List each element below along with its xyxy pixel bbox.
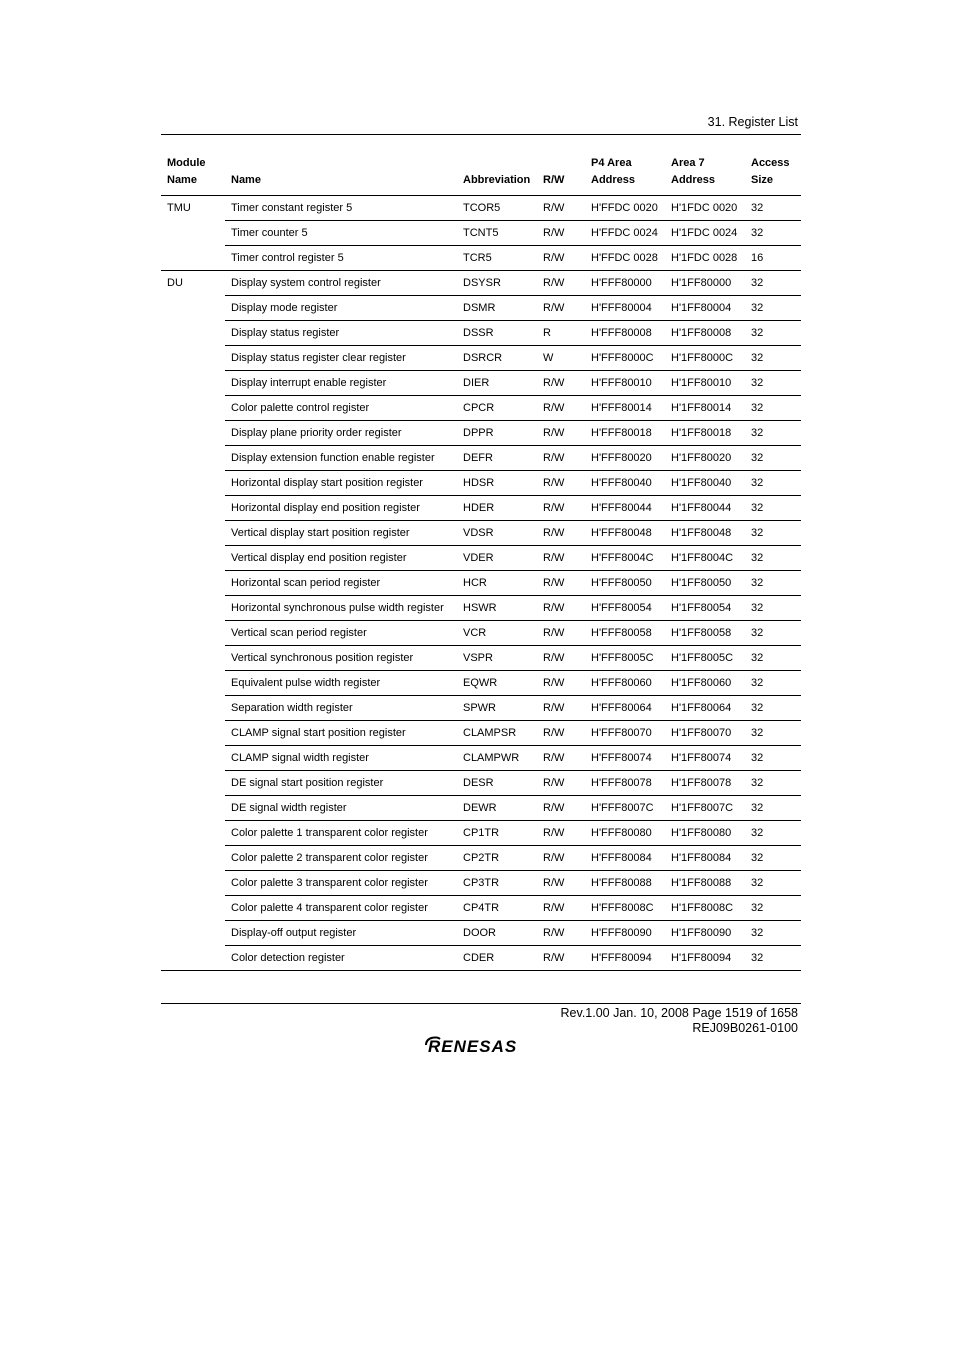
cell-name: Horizontal scan period register (225, 571, 457, 596)
cell-area7-address: H'1FDC 0024 (665, 221, 745, 246)
cell-abbreviation: DSMR (457, 296, 537, 321)
cell-p4-address: H'FFF80080 (585, 821, 665, 846)
cell-area7-address: H'1FF8005C (665, 646, 745, 671)
cell-name: Vertical display end position register (225, 546, 457, 571)
table-row (161, 746, 801, 771)
cell-access-size: 32 (745, 671, 801, 696)
table-row (161, 871, 801, 896)
cell-area7-address: H'1FF80014 (665, 396, 745, 421)
cell-rw: R/W (537, 896, 585, 921)
table-row (161, 896, 801, 921)
running-header: 31. Register List (707, 115, 798, 129)
cell-p4-address: H'FFDC 0020 (585, 196, 665, 221)
cell-area7-address: H'1FF80050 (665, 571, 745, 596)
cell-access-size: 32 (745, 796, 801, 821)
cell-rw: R/W (537, 621, 585, 646)
cell-abbreviation: CLAMPWR (457, 746, 537, 771)
renesas-logo-graphic (423, 1034, 541, 1056)
cell-name: Equivalent pulse width register (225, 671, 457, 696)
table-row (161, 421, 801, 446)
cell-access-size: 32 (745, 471, 801, 496)
cell-access-size: 32 (745, 296, 801, 321)
cell-rw: R/W (537, 471, 585, 496)
table-row (161, 796, 801, 821)
svg-text:RENESAS: RENESAS (428, 1037, 518, 1056)
cell-name: Timer constant register 5 (225, 196, 457, 221)
cell-p4-address: H'FFF80094 (585, 946, 665, 971)
cell-access-size: 32 (745, 721, 801, 746)
table-row (161, 696, 801, 721)
cell-area7-address: H'1FF80074 (665, 746, 745, 771)
cell-name: Horizontal synchronous pulse width register (225, 596, 457, 621)
cell-name: Display status register (225, 321, 457, 346)
cell-access-size: 32 (745, 696, 801, 721)
cell-p4-address: H'FFF80058 (585, 621, 665, 646)
cell-area7-address: H'1FF80040 (665, 471, 745, 496)
cell-access-size: 32 (745, 746, 801, 771)
col-header-p4-address: P4 Area Address (585, 155, 665, 196)
table-row (161, 496, 801, 521)
cell-access-size: 32 (745, 196, 801, 221)
cell-area7-address: H'1FF80048 (665, 521, 745, 546)
cell-abbreviation: VDSR (457, 521, 537, 546)
cell-name: Horizontal display start position register (225, 471, 457, 496)
cell-p4-address: H'FFF80014 (585, 396, 665, 421)
cell-rw: R/W (537, 596, 585, 621)
cell-name: Color palette control register (225, 396, 457, 421)
cell-abbreviation: DESR (457, 771, 537, 796)
cell-rw: R/W (537, 521, 585, 546)
cell-access-size: 32 (745, 921, 801, 946)
cell-p4-address: H'FFF8000C (585, 346, 665, 371)
cell-area7-address: H'1FF8000C (665, 346, 745, 371)
cell-p4-address: H'FFF80040 (585, 471, 665, 496)
cell-rw: R/W (537, 396, 585, 421)
cell-abbreviation: CPCR (457, 396, 537, 421)
cell-rw: R/W (537, 546, 585, 571)
table-row (161, 196, 801, 221)
cell-access-size: 32 (745, 821, 801, 846)
cell-abbreviation: TCNT5 (457, 221, 537, 246)
cell-access-size: 32 (745, 896, 801, 921)
cell-area7-address: H'1FDC 0028 (665, 246, 745, 271)
table-row (161, 921, 801, 946)
col-header-area7-address: Area 7 Address (665, 155, 745, 196)
cell-access-size: 32 (745, 946, 801, 971)
cell-name: Vertical scan period register (225, 621, 457, 646)
footer-rule (161, 1003, 801, 1004)
table-row (161, 371, 801, 396)
cell-access-size: 32 (745, 846, 801, 871)
cell-area7-address: H'1FF8007C (665, 796, 745, 821)
cell-abbreviation: CLAMPSR (457, 721, 537, 746)
table-row (161, 521, 801, 546)
cell-name: Horizontal display end position register (225, 496, 457, 521)
cell-p4-address: H'FFF80064 (585, 696, 665, 721)
cell-name: DE signal width register (225, 796, 457, 821)
table-row (161, 821, 801, 846)
cell-name: Color palette 2 transparent color register (225, 846, 457, 871)
cell-area7-address: H'1FDC 0020 (665, 196, 745, 221)
cell-rw: R/W (537, 446, 585, 471)
cell-abbreviation: DIER (457, 371, 537, 396)
cell-name: Timer control register 5 (225, 246, 457, 271)
cell-access-size: 32 (745, 521, 801, 546)
cell-name: CLAMP signal start position register (225, 721, 457, 746)
cell-abbreviation: DEFR (457, 446, 537, 471)
cell-area7-address: H'1FF80044 (665, 496, 745, 521)
cell-access-size: 32 (745, 371, 801, 396)
cell-p4-address: H'FFF80084 (585, 846, 665, 871)
table-row (161, 446, 801, 471)
col-header-access-size: Access Size (745, 155, 801, 196)
cell-p4-address: H'FFF80048 (585, 521, 665, 546)
cell-p4-address: H'FFF8007C (585, 796, 665, 821)
table-row (161, 296, 801, 321)
cell-rw: R/W (537, 371, 585, 396)
cell-p4-address: H'FFF80060 (585, 671, 665, 696)
table-row (161, 246, 801, 271)
cell-abbreviation: DEWR (457, 796, 537, 821)
cell-p4-address: H'FFF8008C (585, 896, 665, 921)
cell-p4-address: H'FFDC 0024 (585, 221, 665, 246)
cell-area7-address: H'1FF8004C (665, 546, 745, 571)
cell-rw: R/W (537, 196, 585, 221)
table-row (161, 646, 801, 671)
cell-rw: R/W (537, 846, 585, 871)
cell-area7-address: H'1FF80078 (665, 771, 745, 796)
cell-abbreviation: DSRCR (457, 346, 537, 371)
cell-access-size: 32 (745, 271, 801, 296)
cell-rw: R/W (537, 221, 585, 246)
cell-access-size: 16 (745, 246, 801, 271)
cell-access-size: 32 (745, 496, 801, 521)
document-number: REJ09B0261-0100 (692, 1021, 798, 1035)
table-row (161, 271, 801, 296)
cell-area7-address: H'1FF80004 (665, 296, 745, 321)
register-table (161, 155, 801, 971)
cell-access-size: 32 (745, 596, 801, 621)
cell-area7-address: H'1FF80084 (665, 846, 745, 871)
cell-p4-address: H'FFF80090 (585, 921, 665, 946)
cell-name: Display-off output register (225, 921, 457, 946)
cell-access-size: 32 (745, 421, 801, 446)
cell-rw: R/W (537, 871, 585, 896)
cell-area7-address: H'1FF80020 (665, 446, 745, 471)
cell-rw: R/W (537, 646, 585, 671)
cell-name: Display status register clear register (225, 346, 457, 371)
cell-access-size: 32 (745, 446, 801, 471)
cell-p4-address: H'FFF80074 (585, 746, 665, 771)
cell-rw: R/W (537, 271, 585, 296)
cell-access-size: 32 (745, 871, 801, 896)
cell-rw: R/W (537, 771, 585, 796)
cell-access-size: 32 (745, 221, 801, 246)
cell-abbreviation: DPPR (457, 421, 537, 446)
page-footer (561, 1006, 798, 1036)
cell-abbreviation: TCR5 (457, 246, 537, 271)
cell-area7-address: H'1FF80008 (665, 321, 745, 346)
cell-rw: R/W (537, 571, 585, 596)
cell-p4-address: H'FFF80044 (585, 496, 665, 521)
table-row (161, 346, 801, 371)
cell-name: Display system control register (225, 271, 457, 296)
cell-access-size: 32 (745, 346, 801, 371)
cell-abbreviation: VSPR (457, 646, 537, 671)
cell-module-name: TMU (161, 196, 225, 271)
cell-abbreviation: TCOR5 (457, 196, 537, 221)
cell-name: Vertical synchronous position register (225, 646, 457, 671)
cell-name: Color palette 1 transparent color register (225, 821, 457, 846)
cell-p4-address: H'FFF80020 (585, 446, 665, 471)
cell-access-size: 32 (745, 621, 801, 646)
cell-access-size: 32 (745, 646, 801, 671)
cell-access-size: 32 (745, 396, 801, 421)
cell-rw: R/W (537, 796, 585, 821)
cell-rw: R/W (537, 746, 585, 771)
cell-name: DE signal start position register (225, 771, 457, 796)
cell-area7-address: H'1FF80090 (665, 921, 745, 946)
cell-rw: R/W (537, 821, 585, 846)
cell-abbreviation: VCR (457, 621, 537, 646)
cell-rw: R/W (537, 696, 585, 721)
cell-abbreviation: SPWR (457, 696, 537, 721)
cell-p4-address: H'FFF8004C (585, 546, 665, 571)
cell-name: Separation width register (225, 696, 457, 721)
cell-name: CLAMP signal width register (225, 746, 457, 771)
cell-area7-address: H'1FF80060 (665, 671, 745, 696)
cell-access-size: 32 (745, 571, 801, 596)
cell-abbreviation: CP1TR (457, 821, 537, 846)
cell-abbreviation: HCR (457, 571, 537, 596)
table-row (161, 571, 801, 596)
table-row (161, 671, 801, 696)
cell-p4-address: H'FFF80010 (585, 371, 665, 396)
cell-rw: R/W (537, 296, 585, 321)
table-row (161, 771, 801, 796)
cell-abbreviation: DSYSR (457, 271, 537, 296)
cell-p4-address: H'FFF80008 (585, 321, 665, 346)
cell-name: Timer counter 5 (225, 221, 457, 246)
cell-module-name: DU (161, 271, 225, 971)
cell-access-size: 32 (745, 771, 801, 796)
cell-rw: R/W (537, 421, 585, 446)
cell-rw: R/W (537, 671, 585, 696)
table-row (161, 471, 801, 496)
cell-area7-address: H'1FF80000 (665, 271, 745, 296)
col-header-rw: R/W (537, 155, 585, 196)
cell-abbreviation: HDER (457, 496, 537, 521)
table-row (161, 321, 801, 346)
cell-p4-address: H'FFF80088 (585, 871, 665, 896)
table-body (161, 196, 801, 971)
table-row (161, 846, 801, 871)
cell-rw: W (537, 346, 585, 371)
cell-access-size: 32 (745, 321, 801, 346)
cell-name: Display plane priority order register (225, 421, 457, 446)
cell-p4-address: H'FFF80078 (585, 771, 665, 796)
cell-area7-address: H'1FF80070 (665, 721, 745, 746)
col-header-abbreviation: Abbreviation (457, 155, 537, 196)
table-row (161, 546, 801, 571)
cell-area7-address: H'1FF80054 (665, 596, 745, 621)
cell-p4-address: H'FFF80050 (585, 571, 665, 596)
cell-rw: R (537, 321, 585, 346)
cell-rw: R/W (537, 721, 585, 746)
table-row (161, 596, 801, 621)
cell-abbreviation: HDSR (457, 471, 537, 496)
cell-p4-address: H'FFDC 0028 (585, 246, 665, 271)
cell-area7-address: H'1FF8008C (665, 896, 745, 921)
cell-area7-address: H'1FF80010 (665, 371, 745, 396)
cell-name: Display extension function enable register (225, 446, 457, 471)
cell-abbreviation: DOOR (457, 921, 537, 946)
table-row (161, 396, 801, 421)
cell-name: Display mode register (225, 296, 457, 321)
cell-abbreviation: VDER (457, 546, 537, 571)
cell-abbreviation: DSSR (457, 321, 537, 346)
cell-p4-address: H'FFF80000 (585, 271, 665, 296)
table-header-row (161, 155, 801, 196)
cell-p4-address: H'FFF8005C (585, 646, 665, 671)
cell-area7-address: H'1FF80088 (665, 871, 745, 896)
revision-line: Rev.1.00 Jan. 10, 2008 Page 1519 of 1658 (560, 1006, 798, 1020)
cell-p4-address: H'FFF80070 (585, 721, 665, 746)
table-row (161, 621, 801, 646)
cell-abbreviation: CDER (457, 946, 537, 971)
cell-name: Color palette 3 transparent color register (225, 871, 457, 896)
cell-area7-address: H'1FF80058 (665, 621, 745, 646)
table-row (161, 946, 801, 971)
cell-area7-address: H'1FF80094 (665, 946, 745, 971)
cell-area7-address: H'1FF80064 (665, 696, 745, 721)
cell-name: Vertical display start position register (225, 521, 457, 546)
cell-abbreviation: CP4TR (457, 896, 537, 921)
cell-abbreviation: EQWR (457, 671, 537, 696)
cell-area7-address: H'1FF80018 (665, 421, 745, 446)
cell-name: Display interrupt enable register (225, 371, 457, 396)
table-row (161, 221, 801, 246)
cell-name: Color palette 4 transparent color register (225, 896, 457, 921)
header-rule (161, 134, 801, 135)
cell-abbreviation: CP3TR (457, 871, 537, 896)
cell-rw: R/W (537, 946, 585, 971)
cell-area7-address: H'1FF80080 (665, 821, 745, 846)
cell-abbreviation: CP2TR (457, 846, 537, 871)
cell-p4-address: H'FFF80054 (585, 596, 665, 621)
renesas-logo (423, 1034, 541, 1061)
col-header-module: Module Name (161, 155, 225, 196)
col-header-name: Name (225, 155, 457, 196)
cell-rw: R/W (537, 496, 585, 521)
table-row (161, 721, 801, 746)
cell-access-size: 32 (745, 546, 801, 571)
cell-rw: R/W (537, 921, 585, 946)
cell-p4-address: H'FFF80004 (585, 296, 665, 321)
cell-name: Color detection register (225, 946, 457, 971)
cell-rw: R/W (537, 246, 585, 271)
cell-p4-address: H'FFF80018 (585, 421, 665, 446)
cell-abbreviation: HSWR (457, 596, 537, 621)
